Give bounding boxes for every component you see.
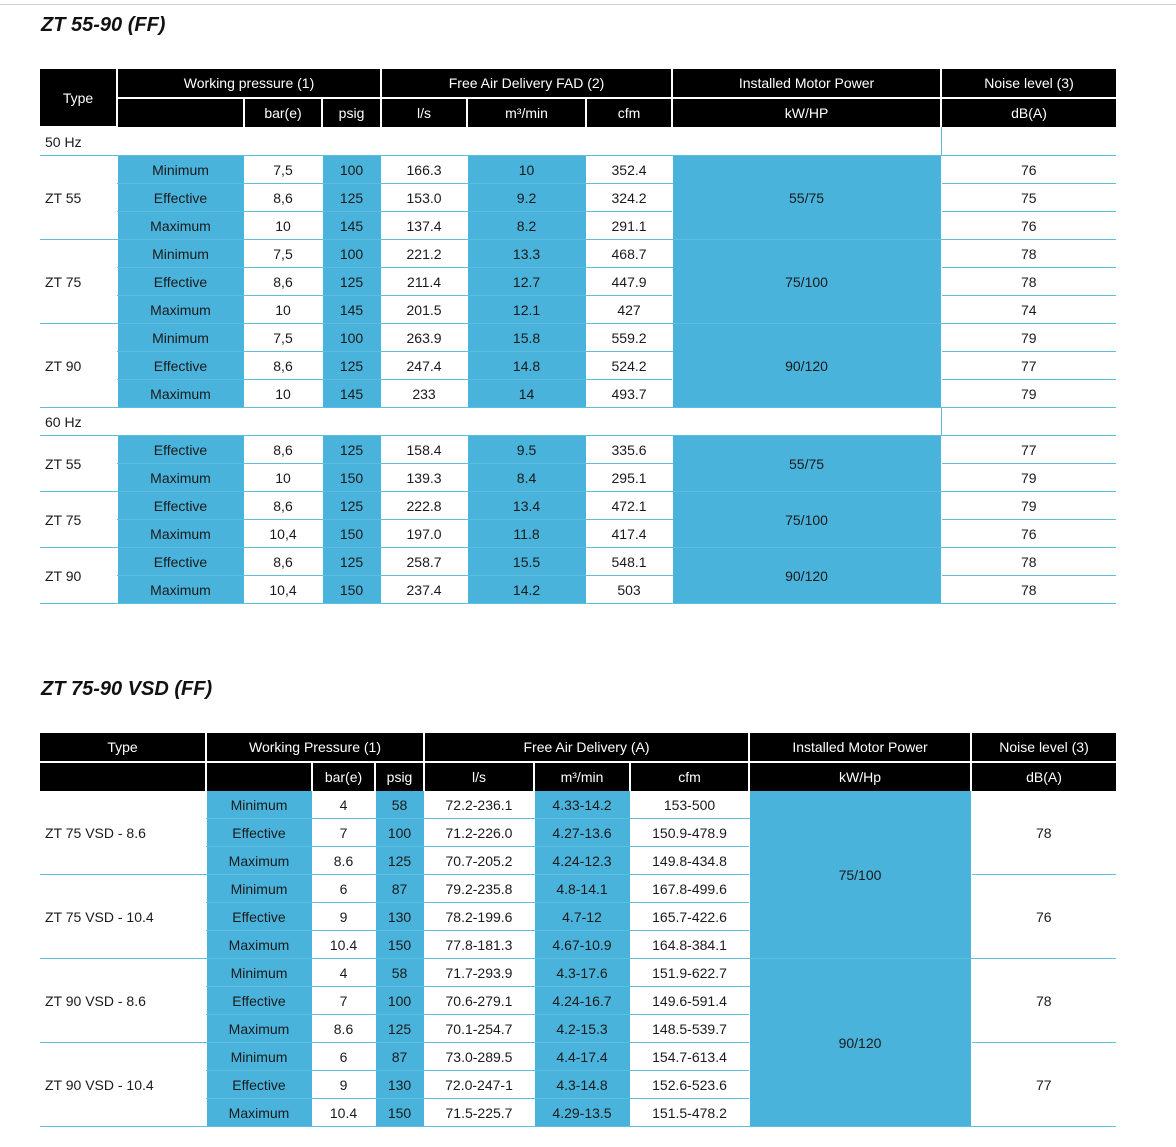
psig-cell: 125 [375, 1015, 424, 1043]
psig-cell: 150 [322, 576, 381, 604]
model-type: ZT 90 VSD - 8.6 [40, 959, 206, 1043]
m3min-cell: 4.29-13.5 [534, 1099, 630, 1127]
m3min-cell: 4.8-14.1 [534, 875, 630, 903]
table-row [40, 156, 1116, 184]
variant-cell: Effective [117, 352, 244, 380]
bar-cell: 10,4 [244, 576, 322, 604]
ls-cell: 73.0-289.5 [424, 1043, 534, 1071]
bar-cell: 7,5 [244, 156, 322, 184]
variant-cell: Maximum [117, 520, 244, 548]
header-dba: dB(A) [941, 98, 1116, 127]
ls-cell: 77.8-181.3 [424, 931, 534, 959]
psig-cell: 125 [322, 268, 381, 296]
bar-cell: 6 [312, 1043, 375, 1071]
m3min-cell: 8.4 [467, 464, 586, 492]
cfm-cell: 295.1 [586, 464, 672, 492]
table-row [40, 296, 1116, 324]
ls-cell: 237.4 [381, 576, 467, 604]
noise-cell: 79 [941, 464, 1116, 492]
header-ls: l/s [381, 98, 467, 127]
table-row [40, 212, 1116, 240]
m3min-cell: 13.3 [467, 240, 586, 268]
m3min-cell: 4.27-13.6 [534, 819, 630, 847]
noise-cell: 78 [941, 548, 1116, 576]
psig-cell: 130 [375, 903, 424, 931]
header-free-air-delivery: Free Air Delivery (A) [424, 733, 749, 762]
variant-cell: Effective [117, 436, 244, 464]
psig-cell: 150 [322, 520, 381, 548]
variant-cell: Minimum [206, 959, 312, 987]
model-type: ZT 75 VSD - 8.6 [40, 791, 206, 875]
cfm-cell: 352.4 [586, 156, 672, 184]
variant-cell: Effective [206, 987, 312, 1015]
header-type: Type [40, 69, 117, 127]
table2-body [40, 791, 1116, 1127]
motor-power-cell: 55/75 [672, 156, 941, 240]
bar-cell: 10 [244, 212, 322, 240]
psig-cell: 150 [375, 931, 424, 959]
psig-cell: 100 [375, 987, 424, 1015]
table-row [40, 576, 1116, 604]
model-type: ZT 55 [40, 156, 117, 240]
m3min-cell: 4.33-14.2 [534, 791, 630, 819]
m3min-cell: 15.5 [467, 548, 586, 576]
table2-title: ZT 75-90 VSD (FF) [41, 678, 213, 700]
header-m3min: m³/min [467, 98, 586, 127]
psig-cell: 87 [375, 875, 424, 903]
cfm-cell: 417.4 [586, 520, 672, 548]
ls-cell: 79.2-235.8 [424, 875, 534, 903]
noise-cell: 77 [941, 352, 1116, 380]
cfm-cell: 154.7-613.4 [630, 1043, 749, 1071]
table-row [40, 464, 1116, 492]
m3min-cell: 4.7-12 [534, 903, 630, 931]
cfm-cell: 468.7 [586, 240, 672, 268]
ls-cell: 70.7-205.2 [424, 847, 534, 875]
bar-cell: 4 [312, 791, 375, 819]
variant-cell: Minimum [117, 240, 244, 268]
variant-cell: Maximum [206, 847, 312, 875]
psig-cell: 145 [322, 212, 381, 240]
cfm-cell: 559.2 [586, 324, 672, 352]
cfm-cell: 291.1 [586, 212, 672, 240]
header-cfm: cfm [630, 762, 749, 791]
table-row [40, 352, 1116, 380]
ls-cell: 72.2-236.1 [424, 791, 534, 819]
noise-cell: 79 [941, 324, 1116, 352]
m3min-cell: 12.7 [467, 268, 586, 296]
header-blank [117, 98, 244, 127]
cfm-cell: 503 [586, 576, 672, 604]
table-row [40, 548, 1116, 576]
psig-cell: 100 [322, 324, 381, 352]
noise-cell: 78 [971, 791, 1116, 875]
header-psig: psig [375, 762, 424, 791]
bar-cell: 8,6 [244, 352, 322, 380]
variant-cell: Minimum [117, 324, 244, 352]
ls-cell: 71.7-293.9 [424, 959, 534, 987]
table1-title: ZT 55-90 (FF) [41, 14, 166, 36]
section-row [40, 127, 1116, 156]
psig-cell: 100 [375, 819, 424, 847]
m3min-cell: 11.8 [467, 520, 586, 548]
table-row [40, 268, 1116, 296]
m3min-cell: 4.24-12.3 [534, 847, 630, 875]
table-row [40, 520, 1116, 548]
cfm-cell: 151.5-478.2 [630, 1099, 749, 1127]
bar-cell: 4 [312, 959, 375, 987]
header-kw-hp: kW/HP [672, 98, 941, 127]
table-row [40, 436, 1116, 464]
bar-cell: 6 [312, 875, 375, 903]
cfm-cell: 335.6 [586, 436, 672, 464]
psig-cell: 125 [375, 847, 424, 875]
m3min-cell: 4.3-17.6 [534, 959, 630, 987]
header-kw-hp: kW/Hp [749, 762, 971, 791]
header-free-air-delivery: Free Air Delivery FAD (2) [381, 69, 672, 98]
noise-cell: 78 [941, 576, 1116, 604]
cfm-cell: 548.1 [586, 548, 672, 576]
header-ls: l/s [424, 762, 534, 791]
m3min-cell: 14.8 [467, 352, 586, 380]
psig-cell: 58 [375, 959, 424, 987]
bar-cell: 7,5 [244, 324, 322, 352]
cfm-cell: 167.8-499.6 [630, 875, 749, 903]
model-type: ZT 75 [40, 492, 117, 548]
ls-cell: 247.4 [381, 352, 467, 380]
section-noise-blank [941, 408, 1116, 436]
variant-cell: Minimum [206, 1043, 312, 1071]
variant-cell: Maximum [117, 296, 244, 324]
table-row [40, 959, 1116, 987]
variant-cell: Effective [117, 492, 244, 520]
ls-cell: 158.4 [381, 436, 467, 464]
m3min-cell: 13.4 [467, 492, 586, 520]
cfm-cell: 165.7-422.6 [630, 903, 749, 931]
cfm-cell: 324.2 [586, 184, 672, 212]
cfm-cell: 152.6-523.6 [630, 1071, 749, 1099]
ls-cell: 71.5-225.7 [424, 1099, 534, 1127]
ls-cell: 221.2 [381, 240, 467, 268]
header-noise-level: Noise level (3) [971, 733, 1116, 762]
cfm-cell: 447.9 [586, 268, 672, 296]
section-label: 50 Hz [40, 127, 941, 156]
m3min-cell: 4.67-10.9 [534, 931, 630, 959]
header-working-pressure: Working pressure (1) [117, 69, 381, 98]
variant-cell: Maximum [117, 576, 244, 604]
psig-cell: 58 [375, 791, 424, 819]
m3min-cell: 8.2 [467, 212, 586, 240]
motor-power-cell: 90/120 [672, 548, 941, 604]
bar-cell: 10.4 [312, 931, 375, 959]
psig-cell: 130 [375, 1071, 424, 1099]
noise-cell: 76 [941, 520, 1116, 548]
noise-cell: 76 [941, 156, 1116, 184]
variant-cell: Maximum [117, 380, 244, 408]
variant-cell: Maximum [206, 931, 312, 959]
motor-power-cell: 90/120 [749, 959, 971, 1127]
psig-cell: 145 [322, 296, 381, 324]
ls-cell: 71.2-226.0 [424, 819, 534, 847]
bar-cell: 9 [312, 903, 375, 931]
psig-cell: 150 [375, 1099, 424, 1127]
m3min-cell: 10 [467, 156, 586, 184]
variant-cell: Minimum [206, 791, 312, 819]
psig-cell: 125 [322, 436, 381, 464]
model-type: ZT 90 [40, 324, 117, 408]
variant-cell: Minimum [206, 875, 312, 903]
bar-cell: 8,6 [244, 184, 322, 212]
model-type: ZT 75 [40, 240, 117, 324]
noise-cell: 77 [971, 1043, 1116, 1127]
zt-55-90-table [40, 69, 1116, 604]
motor-power-cell: 90/120 [672, 324, 941, 408]
section-label: 60 Hz [40, 408, 941, 436]
cfm-cell: 493.7 [586, 380, 672, 408]
bar-cell: 7 [312, 819, 375, 847]
zt-75-90-vsd-table [40, 733, 1116, 1127]
header-bar: bar(e) [312, 762, 375, 791]
bar-cell: 10 [244, 464, 322, 492]
noise-cell: 74 [941, 296, 1116, 324]
ls-cell: 137.4 [381, 212, 467, 240]
header-psig: psig [322, 98, 381, 127]
table-row [40, 240, 1116, 268]
m3min-cell: 12.1 [467, 296, 586, 324]
m3min-cell: 9.2 [467, 184, 586, 212]
motor-power-cell: 55/75 [672, 436, 941, 492]
noise-cell: 76 [971, 875, 1116, 959]
bar-cell: 10 [244, 380, 322, 408]
motor-power-cell: 75/100 [672, 240, 941, 324]
m3min-cell: 14 [467, 380, 586, 408]
header-blank [206, 762, 312, 791]
cfm-cell: 427 [586, 296, 672, 324]
variant-cell: Effective [206, 819, 312, 847]
header-dba: dB(A) [971, 762, 1116, 791]
ls-cell: 197.0 [381, 520, 467, 548]
table-row [40, 380, 1116, 408]
header-bar: bar(e) [244, 98, 322, 127]
table-row [40, 184, 1116, 212]
model-type: ZT 55 [40, 436, 117, 492]
header-type: Type [40, 733, 206, 762]
ls-cell: 70.1-254.7 [424, 1015, 534, 1043]
m3min-cell: 4.2-15.3 [534, 1015, 630, 1043]
model-type: ZT 90 [40, 548, 117, 604]
cfm-cell: 149.6-591.4 [630, 987, 749, 1015]
bar-cell: 8,6 [244, 436, 322, 464]
noise-cell: 78 [941, 268, 1116, 296]
ls-cell: 263.9 [381, 324, 467, 352]
bar-cell: 8,6 [244, 548, 322, 576]
ls-cell: 72.0-247-1 [424, 1071, 534, 1099]
noise-cell: 78 [971, 959, 1116, 1043]
bar-cell: 7 [312, 987, 375, 1015]
variant-cell: Effective [117, 184, 244, 212]
motor-power-cell: 75/100 [749, 791, 971, 959]
psig-cell: 150 [322, 464, 381, 492]
psig-cell: 125 [322, 352, 381, 380]
bar-cell: 10,4 [244, 520, 322, 548]
psig-cell: 87 [375, 1043, 424, 1071]
psig-cell: 125 [322, 184, 381, 212]
table-row [40, 791, 1116, 819]
variant-cell: Effective [117, 268, 244, 296]
cfm-cell: 151.9-622.7 [630, 959, 749, 987]
section-row [40, 408, 1116, 436]
header-motor-power: Installed Motor Power [749, 733, 971, 762]
psig-cell: 145 [322, 380, 381, 408]
variant-cell: Maximum [206, 1015, 312, 1043]
bar-cell: 8,6 [244, 268, 322, 296]
bar-cell: 9 [312, 1071, 375, 1099]
ls-cell: 258.7 [381, 548, 467, 576]
ls-cell: 222.8 [381, 492, 467, 520]
m3min-cell: 15.8 [467, 324, 586, 352]
cfm-cell: 164.8-384.1 [630, 931, 749, 959]
section-noise-blank [941, 127, 1116, 156]
bar-cell: 10.4 [312, 1099, 375, 1127]
bar-cell: 10 [244, 296, 322, 324]
psig-cell: 125 [322, 548, 381, 576]
header-blank [40, 762, 206, 791]
variant-cell: Maximum [206, 1099, 312, 1127]
variant-cell: Minimum [117, 156, 244, 184]
table1-body [40, 127, 1116, 604]
noise-cell: 79 [941, 492, 1116, 520]
psig-cell: 100 [322, 240, 381, 268]
ls-cell: 78.2-199.6 [424, 903, 534, 931]
ls-cell: 211.4 [381, 268, 467, 296]
variant-cell: Maximum [117, 212, 244, 240]
m3min-cell: 4.4-17.4 [534, 1043, 630, 1071]
ls-cell: 201.5 [381, 296, 467, 324]
noise-cell: 77 [941, 436, 1116, 464]
table-row [40, 324, 1116, 352]
psig-cell: 125 [322, 492, 381, 520]
top-divider [0, 4, 1176, 5]
m3min-cell: 14.2 [467, 576, 586, 604]
header-m3min: m³/min [534, 762, 630, 791]
model-type: ZT 75 VSD - 10.4 [40, 875, 206, 959]
model-type: ZT 90 VSD - 10.4 [40, 1043, 206, 1127]
header-noise-level: Noise level (3) [941, 69, 1116, 98]
table-row [40, 492, 1116, 520]
m3min-cell: 4.3-14.8 [534, 1071, 630, 1099]
m3min-cell: 9.5 [467, 436, 586, 464]
noise-cell: 78 [941, 240, 1116, 268]
header-motor-power: Installed Motor Power [672, 69, 941, 98]
ls-cell: 139.3 [381, 464, 467, 492]
header-cfm: cfm [586, 98, 672, 127]
cfm-cell: 148.5-539.7 [630, 1015, 749, 1043]
cfm-cell: 153-500 [630, 791, 749, 819]
psig-cell: 100 [322, 156, 381, 184]
bar-cell: 8.6 [312, 847, 375, 875]
header-working-pressure: Working Pressure (1) [206, 733, 424, 762]
ls-cell: 70.6-279.1 [424, 987, 534, 1015]
noise-cell: 79 [941, 380, 1116, 408]
noise-cell: 76 [941, 212, 1116, 240]
ls-cell: 233 [381, 380, 467, 408]
motor-power-cell: 75/100 [672, 492, 941, 548]
m3min-cell: 4.24-16.7 [534, 987, 630, 1015]
cfm-cell: 150.9-478.9 [630, 819, 749, 847]
cfm-cell: 524.2 [586, 352, 672, 380]
cfm-cell: 472.1 [586, 492, 672, 520]
bar-cell: 8.6 [312, 1015, 375, 1043]
variant-cell: Effective [206, 1071, 312, 1099]
bar-cell: 8,6 [244, 492, 322, 520]
ls-cell: 153.0 [381, 184, 467, 212]
cfm-cell: 149.8-434.8 [630, 847, 749, 875]
noise-cell: 75 [941, 184, 1116, 212]
variant-cell: Effective [206, 903, 312, 931]
variant-cell: Maximum [117, 464, 244, 492]
ls-cell: 166.3 [381, 156, 467, 184]
variant-cell: Effective [117, 548, 244, 576]
bar-cell: 7,5 [244, 240, 322, 268]
